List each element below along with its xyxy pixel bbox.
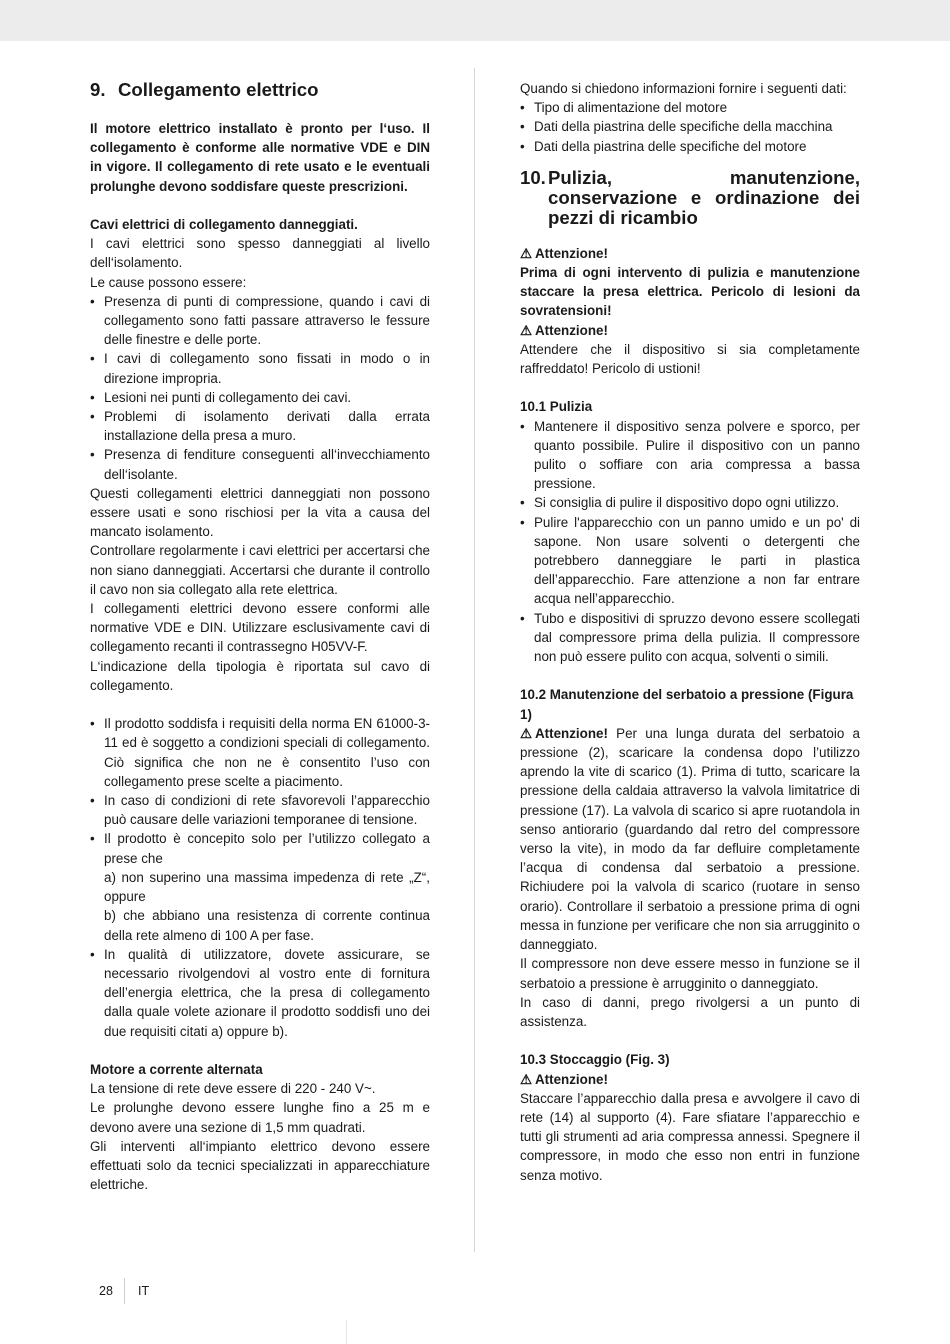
warning-2-label: Attenzione! (535, 322, 608, 338)
cause-item: • Lesioni nei punti di collegamento dei cavi. (90, 388, 430, 407)
norm-item: • In caso di condizioni di rete sfavorevoli l’apparecchio può causare delle variazioni temporanee di tensione. (90, 791, 430, 829)
cleaning-list (520, 417, 860, 667)
cables-paragraph-4: Controllare regolarmente i cavi elettrici per accertarsi che non siano danneggiati. Accertarsi che durante il controllo il cavo non sia collegato alla rete elettrica. (90, 543, 430, 597)
cause-item: • Presenza di punti di compressione, quando i cavi di collegamento sono fatti passare attraverso le fessure delle finestre e delle porte. (90, 292, 430, 350)
section-10-2-text (520, 724, 860, 954)
right-column (520, 79, 860, 1185)
causes-list (90, 292, 430, 484)
warning-icon: ⚠ (520, 245, 533, 261)
warning-1-text: Prima di ogni intervento di pulizia e manutenzione staccare la presa elettrica. Pericolo di lesioni da sovratensioni! (520, 265, 860, 319)
cleaning-item: • Pulire l'apparecchio con un panno umido e un po' di sapone. Non usare solventi o detergenti che potrebbero danneggiare le parti in plastica dell’apparecchio. Fare attenzione a non far entrare acqua nell’apparecchio. (520, 513, 860, 609)
norm-item: • Il prodotto soddisfa i requisiti della norma EN 61000-3-11 ed è soggetto a condizioni speciali di collegamento. Ciò significa che non ne è consentito l’uso con collegamento prese scelte a piacimento. (90, 714, 430, 791)
cause-item: • Presenza di fenditure conseguenti all‘invecchiamento dell‘isolante. (90, 445, 430, 483)
warning-icon: ⚠ (520, 322, 533, 338)
page-number: 28 (99, 1284, 113, 1298)
warning-1 (520, 244, 860, 263)
ac-motor-heading: Motore a corrente alternata (90, 1061, 263, 1077)
top-band (0, 0, 950, 41)
norm-item-option-b: b) che abbiano una resistenza di corrente continua della rete almeno di 100 A per fase. (104, 908, 430, 943)
norm-item: • In qualità di utilizzatore, dovete assicurare, se necessario rivolgendovi al vostro ente di fornitura dell’energia elettrica, che la presa di collegamento dalla quale volete azionare il prodotto soddisfi uno dei due requisiti citati a) oppure b). (90, 945, 430, 1041)
ac-paragraph-3: Gli interventi all‘impianto elettrico devono essere effettuati solo da tecnici specializzati in apparecchiature elettriche. (90, 1138, 430, 1193)
language-code: IT (138, 1284, 150, 1298)
cables-paragraph-3: Questi collegamenti elettrici danneggiati non possono essere usati e sono rischiosi per la vita a causa del mancato isolamento. (90, 485, 430, 540)
cables-paragraph-5: I collegamenti elettrici devono essere conformi alle normative VDE e DIN. Utilizzare esclusivamente cavi di collegamento recanti il contrassegno H05VV-F. (90, 601, 430, 655)
cleaning-item: • Si consiglia di pulire il dispositivo dopo ogni utilizzo. (520, 493, 860, 512)
section-10-3-heading: 10.3 Stoccaggio (Fig. 3) (520, 1052, 670, 1068)
section-10-heading (520, 168, 860, 228)
norm-item-lead: Il prodotto è concepito solo per l’utilizzo collegato a prese che (104, 831, 430, 866)
section-10-2-paragraph-2: Il compressore non deve essere messo in funzione se il serbatoio a pressione è arrugginito o danneggiato. (520, 956, 860, 991)
info-item: • Dati della piastrina delle specifiche della macchina (520, 117, 860, 136)
warning-1-label: Attenzione! (535, 245, 608, 261)
section-9-title: Collegamento elettrico (118, 79, 319, 100)
section-10-2-heading: 10.2 Manutenzione del serbatoio a pressione (Figura 1) (520, 687, 854, 722)
section-10-2-warning-label: Attenzione! (535, 725, 608, 741)
cables-paragraph-2: Le cause possono essere: (90, 274, 247, 290)
column-divider (474, 68, 475, 1252)
cables-paragraph-6: L‘indicazione della tipologia è riportata sul cavo di collegamento. (90, 658, 430, 693)
section-10-3-text: Staccare l’apparecchio dalla presa e avvolgere il cavo di rete (14) al supporto (4). Fare sfiatare l’apparecchio e tutti gli strumenti ad aria compressa annessi. Spegnere il compressore, in modo che esso non entri in funzione senza motivo. (520, 1090, 860, 1183)
footer-separator (124, 1278, 125, 1304)
section-10-title: Pulizia, manutenzione, conservazione e ordinazione dei pezzi di ricambio (548, 166, 860, 228)
cables-heading: Cavi elettrici di collegamento danneggiati. (90, 217, 358, 232)
ac-paragraph-1: La tensione di rete deve essere di 220 - 240 V~. (90, 1081, 376, 1097)
section-10-2-paragraph-3: In caso di danni, prego rivolgersi a un punto di assistenza. (520, 994, 860, 1029)
section-9-heading (90, 79, 430, 101)
ac-paragraph-2: Le prolunghe devono essere lunghe fino a 25 m e devono avere una sezione di 1,5 mm quadrati. (90, 1100, 430, 1135)
cables-paragraph-1: I cavi elettrici sono spesso danneggiati al livello dell‘isolamento. (90, 236, 430, 271)
info-list (520, 98, 860, 156)
section-10-1-heading: 10.1 Pulizia (520, 399, 593, 415)
section-9-number: 9. (90, 79, 106, 100)
section-9-intro: Il motore elettrico installato è pronto per l‘uso. Il collegamento è conforme alle normative VDE e DIN in vigore. Il collegamento di rete usato e le eventuali prolunghe devono soddisfare queste prescrizioni. (90, 121, 430, 194)
norm-item-option-a: a) non superino una massima impedenza di rete „Z“, oppure (104, 869, 430, 905)
warning-icon: ⚠ (520, 725, 533, 741)
section-10-3-warning-label: Attenzione! (535, 1071, 608, 1087)
section-10-number: 10. (520, 166, 546, 188)
cause-item: • Problemi di isolamento derivati dalla errata installazione della presa a muro. (90, 407, 430, 445)
warning-3 (520, 1070, 860, 1089)
cleaning-item: • Tubo e dispositivi di spruzzo devono essere scollegati dal compressore prima della pulizia. Il compressore non può essere pulito con acqua, solventi o simili. (520, 609, 860, 667)
norm-item (90, 829, 430, 944)
warning-inline (520, 726, 608, 741)
cause-item: • I cavi di collegamento sono fissati in modo o in direzione impropria. (90, 349, 430, 387)
norm-list (90, 714, 430, 1040)
cleaning-item: • Mantenere il dispositivo senza polvere e sporco, per quanto possibile. Pulire il dispositivo con un panno pulito o soffiare con aria compressa a bassa pressione. (520, 417, 860, 494)
bottom-mark (346, 1320, 347, 1344)
section-10-2-body: Per una lunga durata del serbatoio a pressione (2), scaricare la condensa dopo l’utilizzo aprendo la vite di scarico (1). Prima di tutto, scaricare la pressione della caldaia attraverso la valvola limitatrice di pressione (17). La valvola di scarico si apre ruotandola in senso antiorario (guardando dal retro del compressore verso la vite), in modo da far defluire completamente l’acqua di condensa dal serbatoio a pressione. Richiudere poi la valvola di scarico (ruotare in senso orario). Controllare il serbatoio a pressione prima di ogni messa in funzione per verificare che non sia arrugginito o danneggiato. (520, 725, 860, 953)
info-lead: Quando si chiedono informazioni fornire i seguenti dati: (520, 81, 847, 96)
left-column (90, 79, 430, 1194)
warning-icon: ⚠ (520, 1071, 533, 1087)
warning-2-text: Attendere che il dispositivo si sia completamente raffreddato! Pericolo di ustioni! (520, 341, 860, 377)
warning-2 (520, 321, 860, 340)
info-item: • Dati della piastrina delle specifiche del motore (520, 137, 860, 156)
info-item: • Tipo di alimentazione del motore (520, 98, 860, 117)
